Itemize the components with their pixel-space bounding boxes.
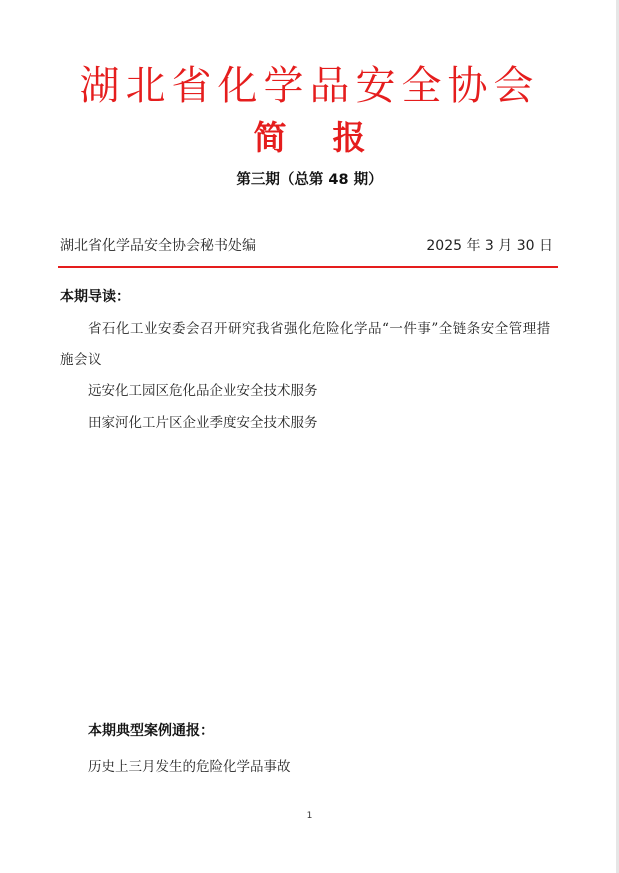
case-item: 历史上三月发生的危险化学品事故 (88, 759, 291, 775)
cases-heading: 本期典型案例通报： (88, 723, 214, 739)
org-title: 湖北省化学品安全协会 (79, 63, 540, 109)
red-divider (58, 266, 558, 268)
meta-row (60, 235, 553, 257)
guide-heading: 本期导读： (60, 289, 130, 305)
guide-item: 省石化工业安委会召开研究我省强化危险化学品“一件事”全链条安全管理措施会议 (60, 321, 551, 368)
publish-date: 2025 年 3 月 30 日 (426, 238, 553, 254)
page-number: 1 (306, 811, 313, 821)
brief-title: 简报 (253, 118, 412, 157)
guide-item: 远安化工园区危化品企业安全技术服务 (88, 383, 318, 399)
issue-number: 第三期（总第 48 期） (236, 172, 383, 188)
guide-item: 田家河化工片区企业季度安全技术服务 (88, 415, 318, 431)
editor-line: 湖北省化学品安全协会秘书处编 (60, 238, 256, 254)
